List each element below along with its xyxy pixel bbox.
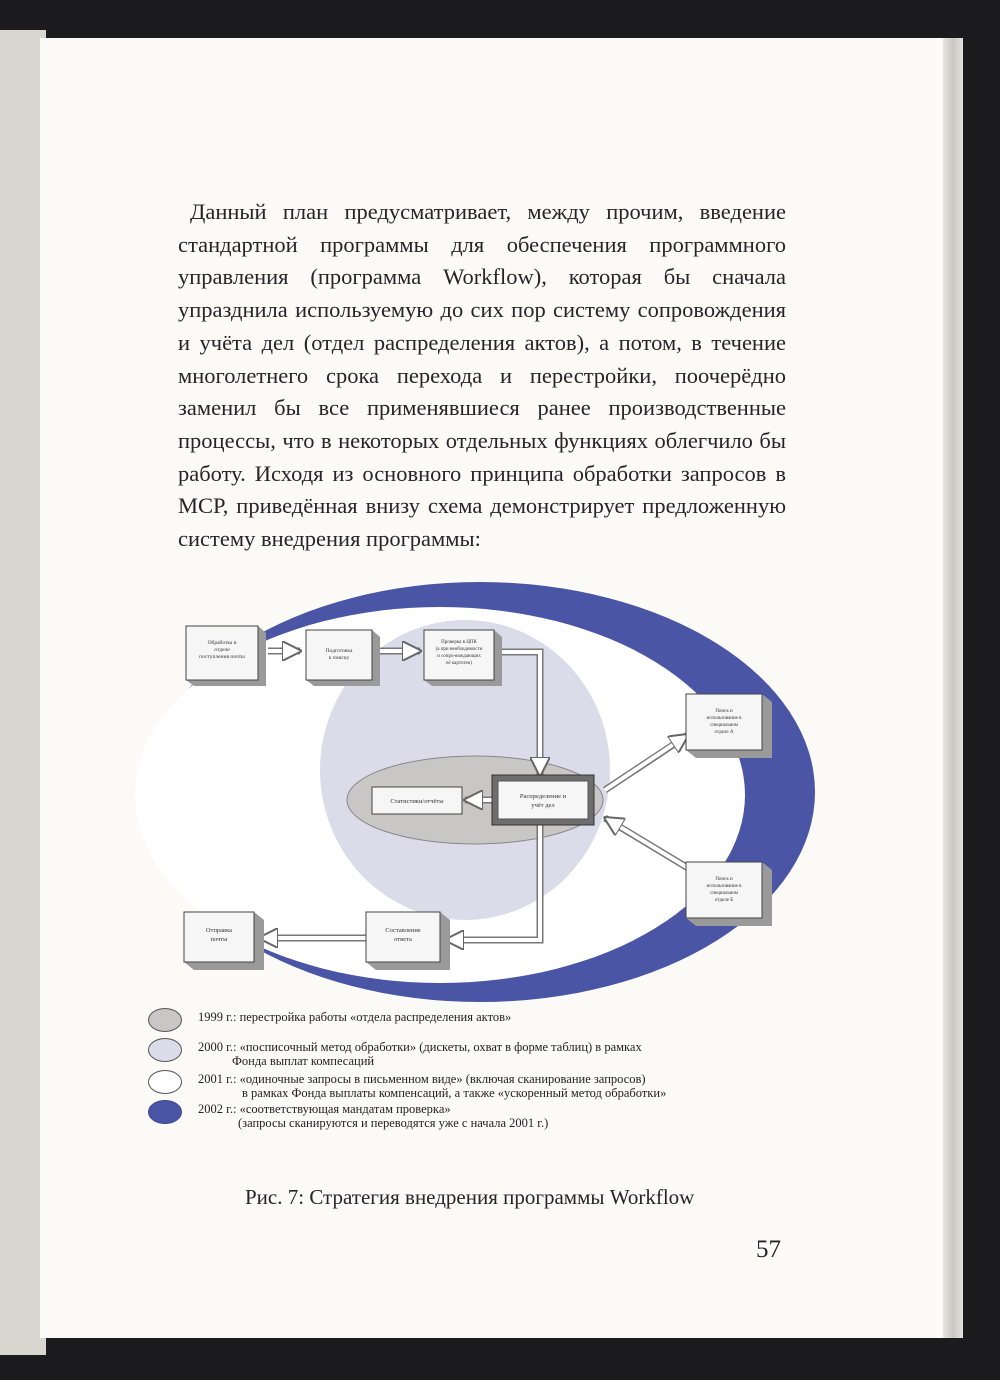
figure-caption: Рис. 7: Стратегия внедрения программы Workflow: [245, 1185, 695, 1209]
box-distribution: [492, 775, 594, 825]
check-line: (а при необходимости: [435, 647, 483, 652]
search-b-line: отделе Б: [714, 898, 734, 903]
box-check: [424, 630, 502, 686]
mail-processing-line: поступления почты: [199, 654, 245, 660]
mail-processing-line: отделе: [214, 647, 230, 653]
send-mail-line: Отправка: [205, 927, 233, 934]
send-mail-line: почты: [210, 936, 228, 943]
distribution-line: Распределение и: [519, 793, 567, 800]
search-a-line: использование в: [706, 716, 742, 721]
check-line: и сопро-вождающих: [437, 654, 481, 659]
legend-text: 2001 г.: «одиночные запросы в письменном виде» (включая сканирование запросов): [198, 1072, 646, 1086]
search-prep-line: к поиску: [328, 655, 350, 661]
legend-subtext: (запросы сканируются и переводятся уже с начала 2001 г.): [238, 1116, 549, 1130]
box-mail-processing: [186, 626, 266, 686]
mail-processing-line: Обработка в: [207, 640, 237, 646]
page-number: 57: [756, 1236, 781, 1263]
search-a-line: отделе А: [714, 730, 734, 735]
answer-line: ответа: [394, 936, 412, 943]
search-b-line: использование в: [706, 884, 742, 889]
box-send-mail: [184, 912, 264, 970]
legend-subtext: Фонда выплат компесаций: [232, 1054, 375, 1068]
legend-text: 2000 г.: «посписочный метод обработки» (дискеты, охват в форме таблиц) в рамках: [198, 1040, 642, 1054]
check-line: Проверка в ЦПК: [441, 640, 477, 645]
box-search-a: [686, 694, 772, 758]
answer-line: Составление: [385, 927, 421, 934]
search-b-line: Поиск и: [715, 877, 733, 882]
legend-swatch-2001: [148, 1070, 182, 1094]
statistics-label: Статистики/отчёты: [390, 798, 444, 805]
box-statistics: [372, 787, 462, 814]
box-answer: [366, 912, 450, 970]
search-a-line: специальном: [710, 723, 738, 728]
check-line: её картотек): [446, 661, 472, 666]
body-paragraph: Данный план предусматривает, между прочим, введение стандартной программы для обеспечения программного управления (программа Workflow), которая бы сначала упразднила используемую до сих пор систему сопровождения и учёта дел (отдел распределения актов), а потом, в течение многолетнего срока перехода и перестройки, поочерёдно заменил бы все применявшиеся ранее производственные процессы, что в некоторых отдельных функциях облегчило бы работу. Исходя из основного принципа обработки запросов в МСР, приведённая внизу схема демонстрирует предложенную систему внедрения программы:: [178, 199, 786, 552]
legend-swatch-2002: [148, 1100, 182, 1124]
legend-subtext: в рамках Фонда выплаты компенсаций, а также «ускоренный метод обработки»: [242, 1086, 667, 1100]
box-search-prep: [306, 630, 380, 686]
svg-text:Подготовкак поиску: [326, 648, 353, 661]
legend-text: 1999 г.: перестройка работы «отдела распределения актов»: [198, 1010, 512, 1024]
search-prep-line: Подготовка: [325, 648, 353, 654]
search-b-line: специальном: [710, 891, 738, 896]
legend-swatch-1999: [148, 1008, 182, 1032]
box-search-b: [686, 862, 772, 926]
legend-swatch-2000: [148, 1038, 182, 1062]
legend-text: 2002 г.: «соответствующая мандатам проверка»: [198, 1102, 451, 1116]
search-a-line: Поиск и: [715, 709, 733, 714]
distribution-line: учёт дел: [531, 802, 555, 809]
